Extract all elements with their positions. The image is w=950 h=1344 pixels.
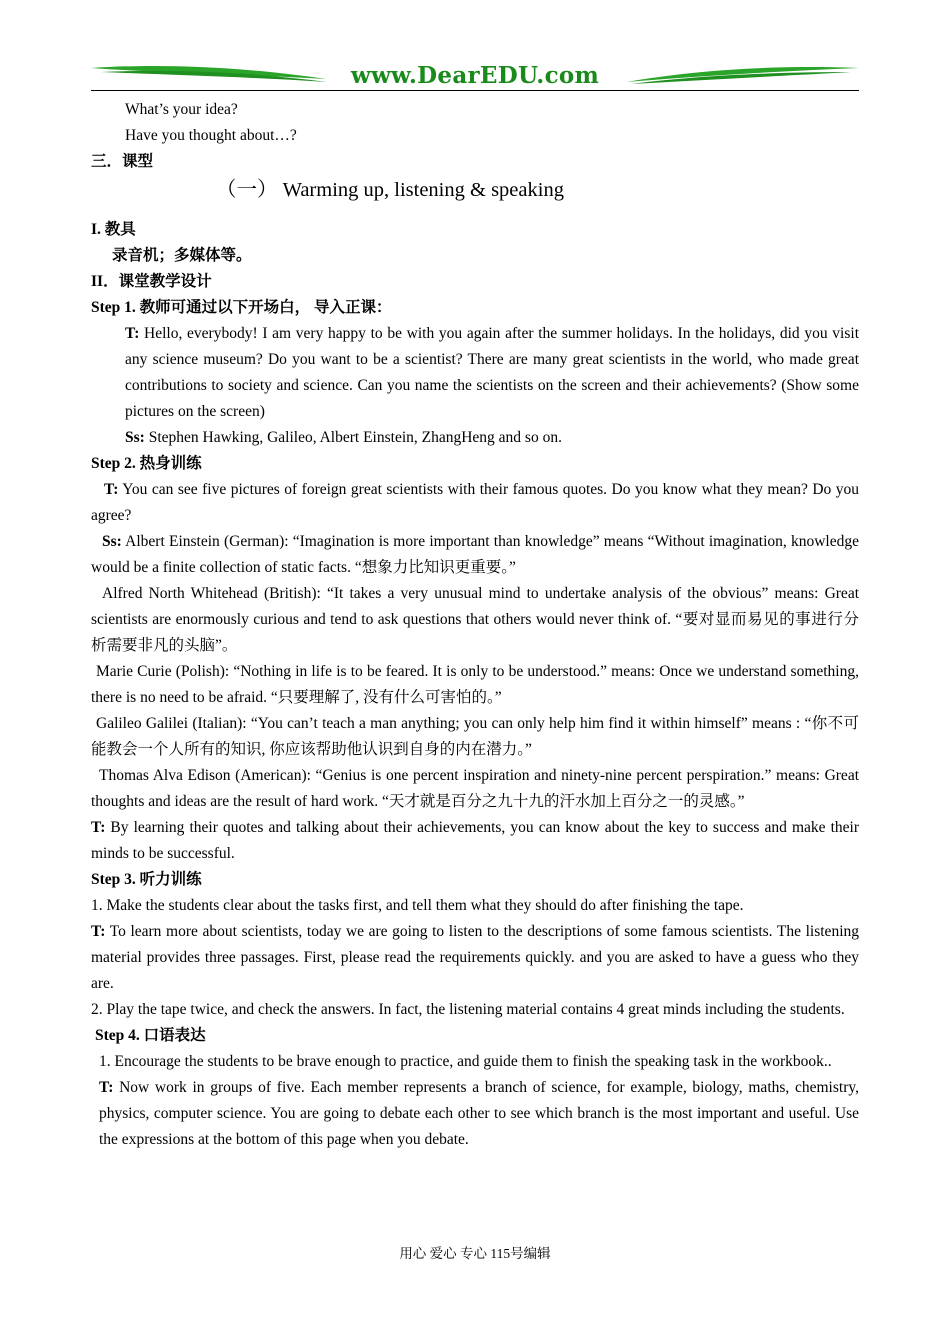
step-2-heading: Step 2. 热身训练 xyxy=(91,455,202,472)
step-4-heading: Step 4. 口语表达 xyxy=(95,1027,206,1044)
paragraph-text: Stephen Hawking, Galileo, Albert Einstein, ZhangHeng and so on. xyxy=(144,429,562,446)
step-3-heading: Step 3. 听力训练 xyxy=(91,871,202,888)
page-header xyxy=(91,60,859,94)
teacher-summary-paragraph xyxy=(91,815,859,867)
teacher-intro-paragraph xyxy=(91,321,859,425)
speaker-label: T: xyxy=(91,819,106,836)
heading-class-design: II．课堂教学设计 xyxy=(91,273,212,290)
right-swoosh xyxy=(626,67,859,82)
paragraph-text: You can see five pictures of foreign great scientists with their famous quotes. Do you know what they mean? Do you agree? xyxy=(91,481,859,524)
document-body xyxy=(91,97,859,1153)
paragraph-text: By learning their quotes and talking about their achievements, you can know about the key to success and make their minds to be successful. xyxy=(91,819,859,862)
teaching-aids-list: 录音机；多媒体等。 xyxy=(112,247,252,264)
quote-edison: Thomas Alva Edison (American): “Genius is one percent inspiration and ninety-nine percent perspiration.” means: Great thoughts and ideas are the result of hard work. “天才就是百分之九十九的汗水加上百分之一的灵感。” xyxy=(91,767,859,810)
paragraph-text: Albert Einstein (German): “Imagination is more important than knowledge” means “Without imagination, knowledge would be a finite collection of static facts. “想象力比知识更重要。” xyxy=(91,533,859,576)
paragraph-text: To learn more about scientists, today we are going to listen to the descriptions of some famous scientists. The listening material provides three passages. First, please read the requirements quickly. and you are asked to have a guess who they are. xyxy=(91,923,859,992)
heading-teaching-aids: I. 教具 xyxy=(91,221,136,238)
paragraph-text: Now work in groups of five. Each member represents a branch of science, for example, biology, maths, chemistry, physics, computer science. You are going to debate each other to see which branch is the most important and useful. Use the expressions at the bottom of this page when you debate. xyxy=(99,1079,859,1148)
speaker-label: T: xyxy=(91,923,106,940)
paragraph-text: Hello, everybody! I am very happy to be with you again after the summer holidays. In the holidays, did you visit any science museum? Do you want to be a scientist? There are many great scientists in the world, who made great contributions to society and science. Can you name the scientists on the screen and their achievements? (Show some pictures on the screen) xyxy=(125,325,859,420)
speaker-label: T: xyxy=(125,325,140,342)
header-divider xyxy=(91,90,859,91)
lesson-subtitle: （一） Warming up, listening & speaking xyxy=(216,179,564,201)
teacher-quotes-paragraph xyxy=(91,477,859,529)
speaker-label: T: xyxy=(99,1079,114,1096)
line-thought: Have you thought about…? xyxy=(125,127,297,144)
quote-einstein xyxy=(91,529,859,581)
quote-curie: Marie Curie (Polish): “Nothing in life is to be feared. It is only to be understood.” means: Once we understand something, there is no need to be afraid. “只要理解了, 没有什么可害怕的。” xyxy=(91,663,859,706)
speaker-label: Ss: xyxy=(125,429,145,446)
step-1-heading: Step 1. 教师可通过以下开场白， 导入正课： xyxy=(91,299,392,316)
line-idea: What’s your idea? xyxy=(125,101,238,118)
listening-task-1: 1. Make the students clear about the tasks first, and tell them what they should do after finishing the tape. xyxy=(91,897,744,914)
listening-task-2: 2. Play the tape twice, and check the answers. In fact, the listening material contains 4 great minds including the students. xyxy=(91,1001,845,1018)
speaker-label: T: xyxy=(104,481,119,498)
teacher-listening-paragraph xyxy=(91,919,859,997)
teacher-speaking-paragraph xyxy=(91,1075,859,1153)
section-heading-3: 三．课型 xyxy=(91,153,154,170)
quote-whitehead: Alfred North Whitehead (British): “It takes a very unusual mind to undertake analysis of the obvious” means: Great scientists are enormously curious and tend to ask questions that others would never think of. “要对显而易见的事进行分析需要非凡的头脑”。 xyxy=(91,585,859,654)
site-logo: www.DearEDU.com xyxy=(350,62,600,89)
page-footer: 用心 爱心 专心 115号编辑 xyxy=(399,1246,551,1261)
students-answer-paragraph xyxy=(91,425,859,451)
quote-galileo: Galileo Galilei (Italian): “You can’t teach a man anything; you can only help him find it within himself” means : “你不可能教会一个人所有的知识, 你应该帮助他认识到自身的内在潜力。” xyxy=(91,715,859,758)
speaker-label: Ss: xyxy=(102,533,122,550)
speaking-task-1: 1. Encourage the students to be brave enough to practice, and guide them to finish the speaking task in the workbook.. xyxy=(99,1053,832,1070)
